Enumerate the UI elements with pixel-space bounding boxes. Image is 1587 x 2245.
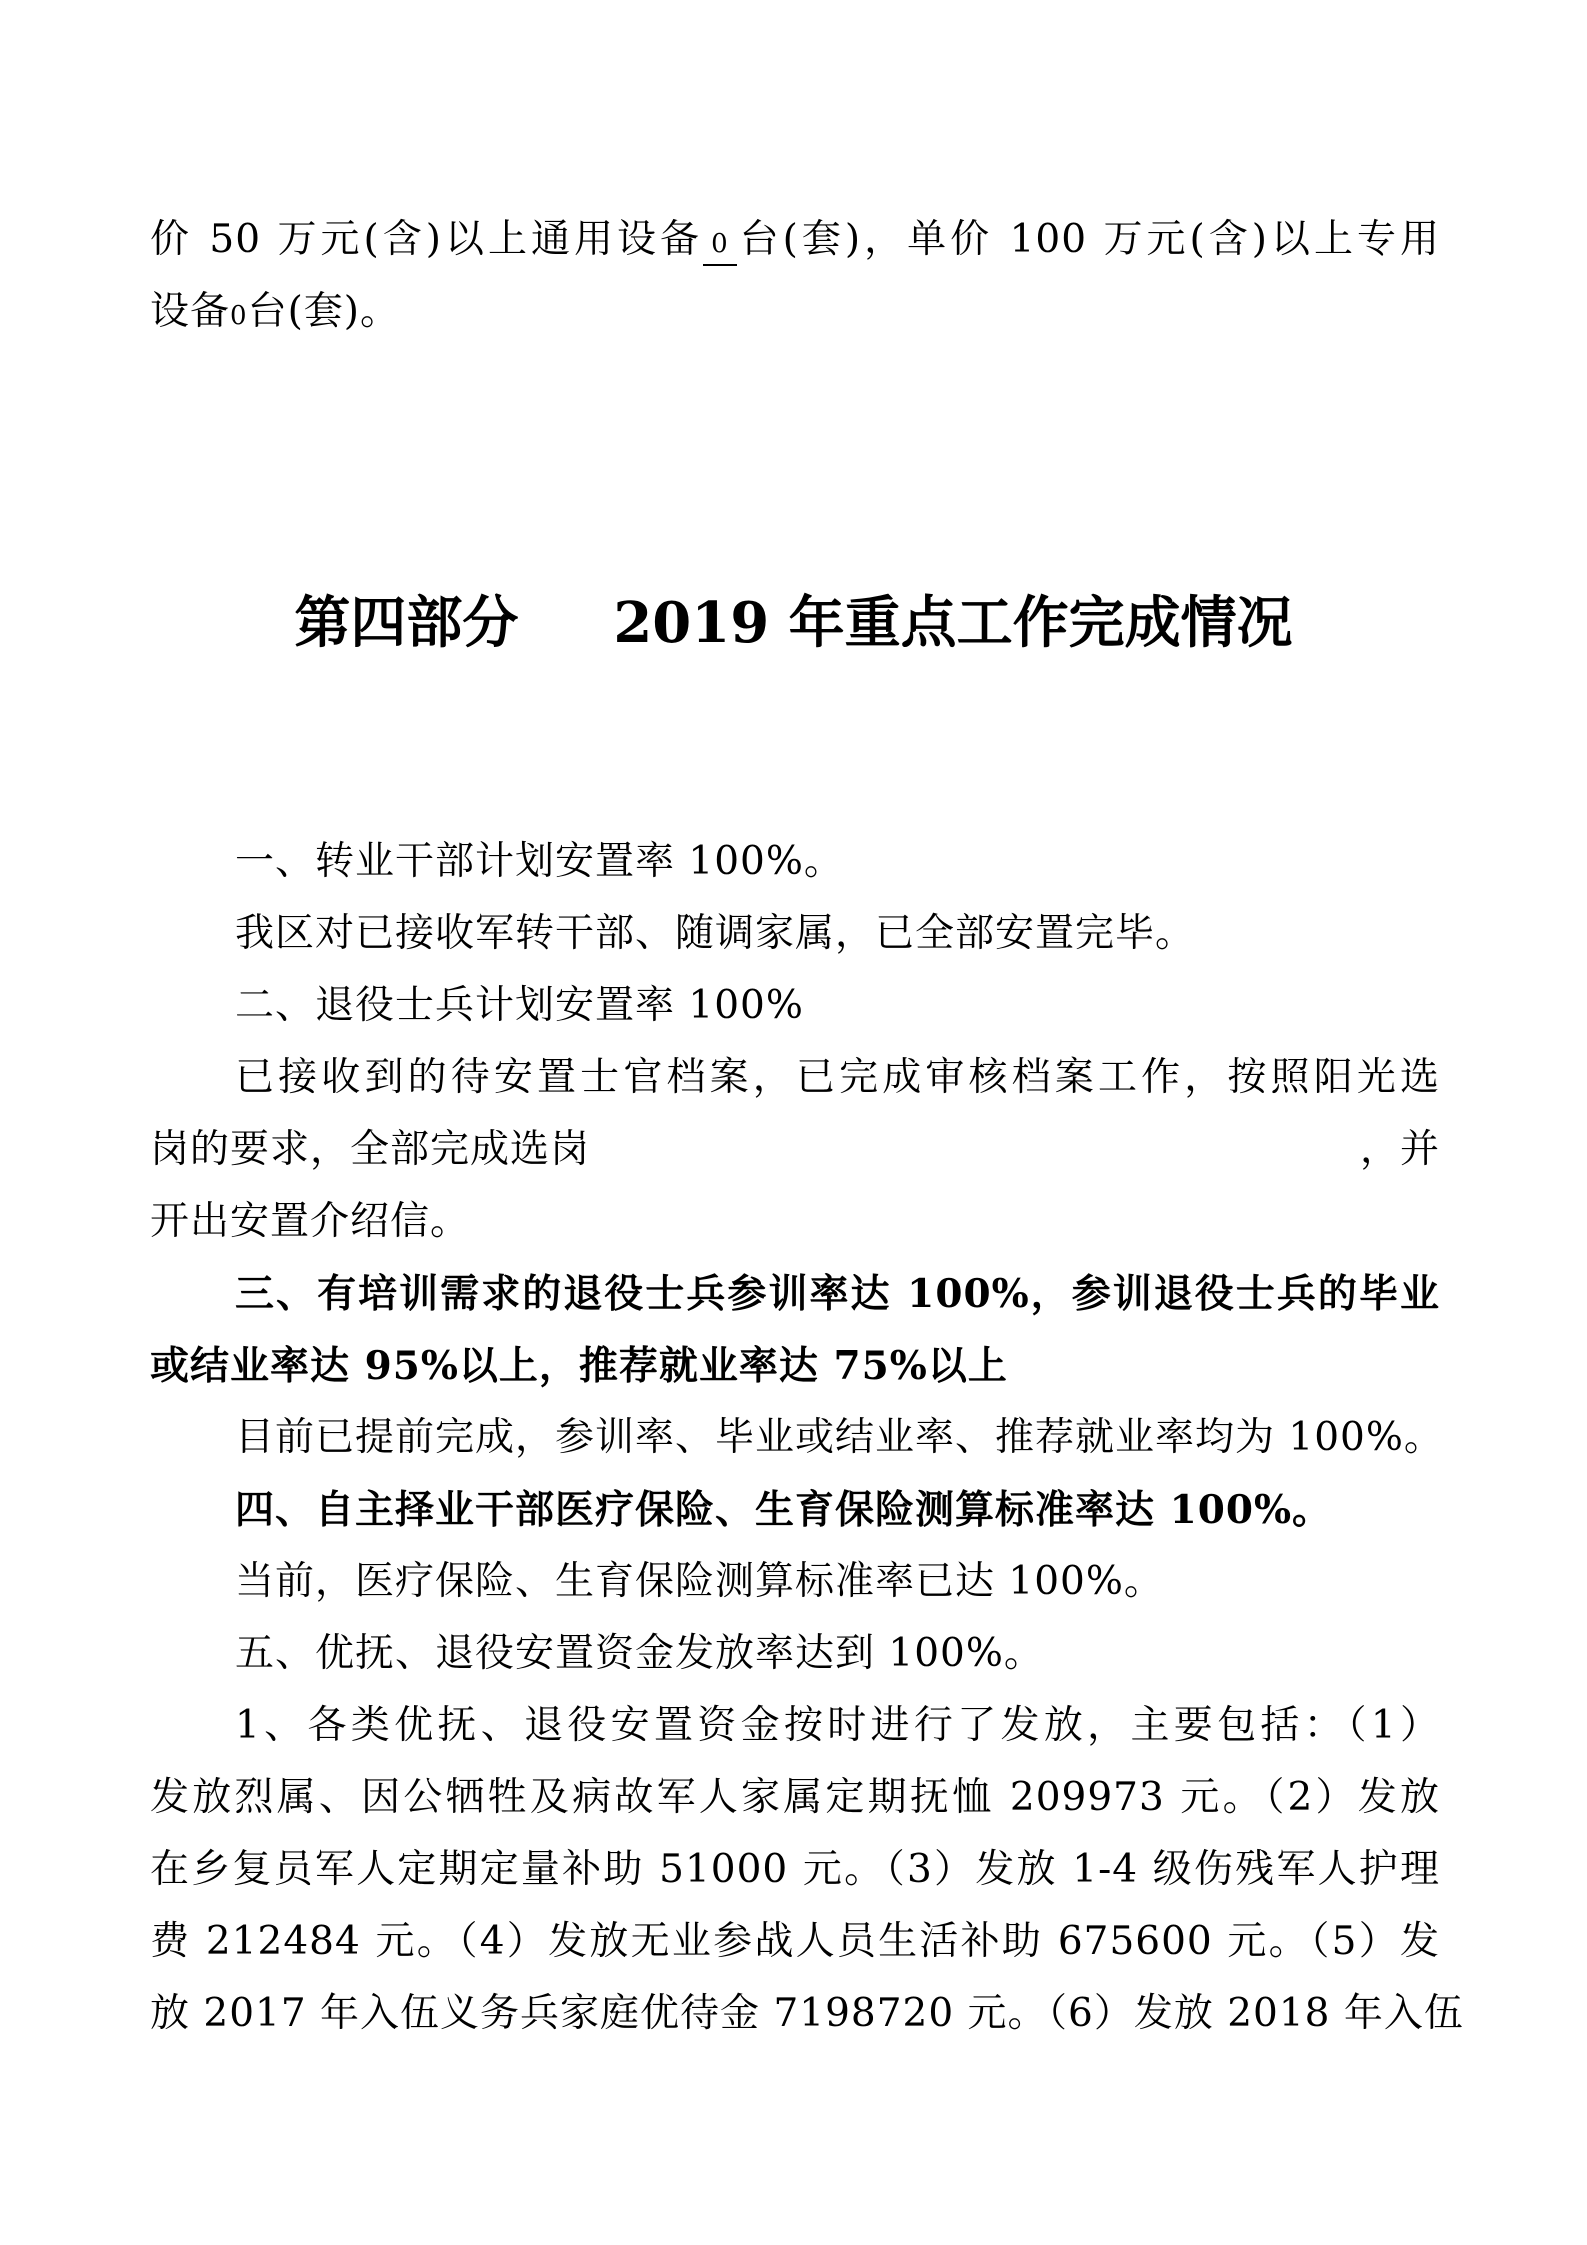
section-3-title-line-1: 三、有培训需求的退役士兵参训率达 100%，参训退役士兵的毕业: [235, 1271, 1440, 1317]
section-1-body: 我区对已接收军转干部、随调家属，已全部安置完毕。: [235, 911, 1196, 956]
part-heading: [0, 578, 1587, 668]
top-line-1-end: 台(套)，单价 100 万元(含)以上专用: [736, 217, 1440, 262]
section-2-title: 二、退役士兵计划安置率 100%: [235, 983, 804, 1028]
special-equipment-count: 0: [230, 301, 248, 331]
top-line-1: [150, 204, 1440, 276]
section-3-body: 目前已提前完成，参训率、毕业或结业率、推荐就业率均为 100%。: [235, 1415, 1444, 1460]
section-3-title-line-2: 或结业率达 95%以上，推荐就业率达 75%以上: [150, 1343, 1008, 1389]
top-line-2: [150, 276, 1440, 348]
section-2-body-line-2-end: ，并: [1359, 1127, 1440, 1172]
top-line-1-start: 价 50 万元(含)以上通用设备: [150, 217, 704, 262]
section-2-body-line-2: [150, 1114, 1440, 1186]
section-1-title: 一、转业干部计划安置率 100%。: [235, 839, 844, 884]
top-line-2-start: 设备: [150, 289, 231, 334]
part-label: 第四部分: [294, 590, 519, 656]
section-5-line-4: 费 212484 元。（4）发放无业参战人员生活补助 675600 元。（5）发: [150, 1919, 1440, 1964]
section-5-line-5: 放 2017 年入伍义务兵家庭优待金 7198720 元。（6）发放 2018 年入伍: [150, 1991, 1464, 2036]
section-5-line-1: 1、各类优抚、退役安置资金按时进行了发放，主要包括：（1）: [235, 1703, 1440, 1748]
part-title: 2019 年重点工作完成情况: [613, 590, 1293, 656]
top-line-2-end: 台(套)。: [247, 289, 400, 334]
section-4-body: 当前，医疗保险、生育保险测算标准率已达 100%。: [235, 1559, 1164, 1604]
section-2-body-line-3: 开出安置介绍信。: [150, 1199, 471, 1244]
section-5-line-2: 发放烈属、因公牺牲及病故军人家属定期抚恤 209973 元。（2）发放: [150, 1775, 1440, 1820]
section-5-title: 五、优抚、退役安置资金发放率达到 100%。: [235, 1631, 1044, 1676]
section-2-body-line-1: 已接收到的待安置士官档案，已完成审核档案工作，按照阳光选: [235, 1055, 1440, 1100]
section-2-body-line-2-start: 岗的要求，全部完成选岗: [150, 1127, 591, 1172]
general-equipment-count: 0: [703, 224, 737, 266]
section-4-title: 四、自主择业干部医疗保险、生育保险测算标准率达 100%。: [235, 1487, 1333, 1533]
section-5-line-3: 在乡复员军人定期定量补助 51000 元。（3）发放 1-4 级伤残军人护理: [150, 1847, 1440, 1892]
